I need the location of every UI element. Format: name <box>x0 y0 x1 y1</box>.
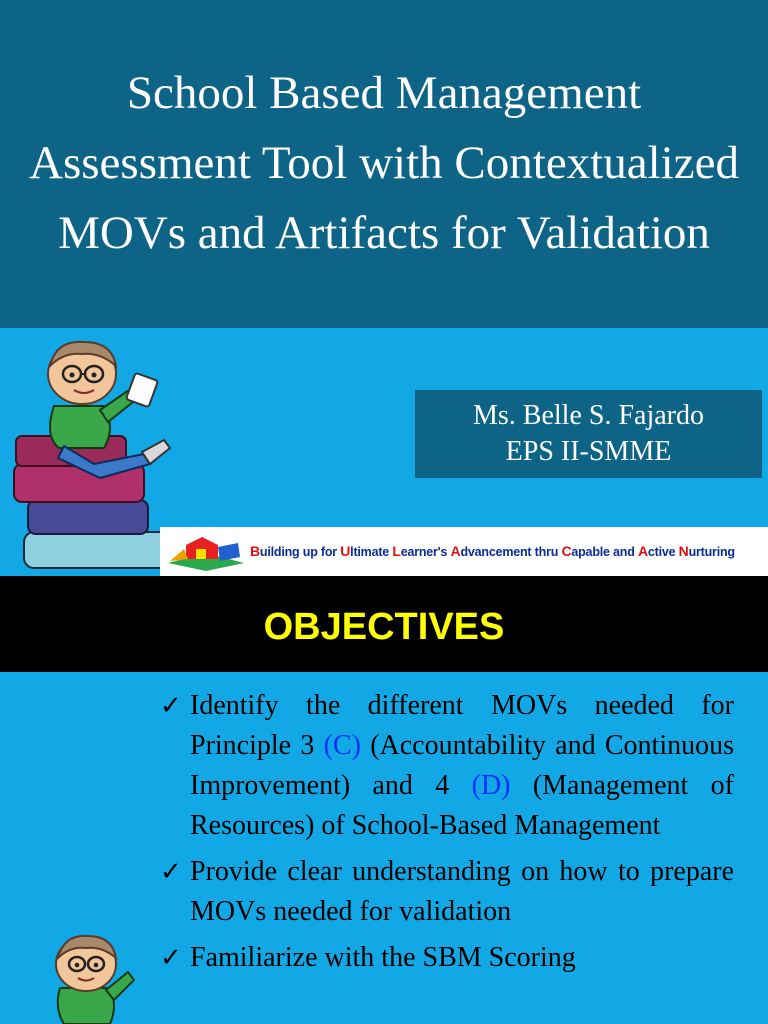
objectives-band <box>0 576 768 672</box>
tagline-text <box>250 543 760 559</box>
objective-2-text: Provide clear understanding on how to prepare MOVs needed for validation <box>190 856 734 927</box>
tagline-word-1: uilding up for <box>259 545 341 559</box>
slide-title: School Based Management Assessment Tool with Contextualized MOVs and Artifacts for Validation <box>29 67 739 259</box>
book-house-logo <box>166 533 246 571</box>
author-box <box>415 390 762 478</box>
objective-1-principle-c: (C) <box>323 730 361 761</box>
author-name: Ms. Belle S. Fajardo <box>473 400 704 431</box>
tagline-word-2: ltimate <box>350 545 393 559</box>
kid-on-books-icon <box>4 336 174 572</box>
objective-1-part-1: Identify the different MOVs needed for Principle 3 <box>190 690 734 761</box>
title-band <box>0 0 768 328</box>
objective-1-principle-d: (D) <box>471 770 511 801</box>
objective-1-part-2: (Accountability and Continuous Improvement) and 4 <box>190 730 734 801</box>
tagline-word-3: earner's <box>400 545 451 559</box>
checkmark-icon: ✓ <box>160 857 182 887</box>
author-position: EPS II-SMME <box>505 436 672 467</box>
tagline-initial-2: U <box>340 543 351 559</box>
tagline-initial-1: B <box>250 543 260 559</box>
tagline-initial-5: C <box>561 543 572 559</box>
tagline-word-6: ctive <box>647 545 679 559</box>
tagline-word-5: apable and <box>571 545 638 559</box>
kid-on-books-icon <box>30 928 140 1024</box>
objective-item-3 <box>160 938 734 978</box>
checkmark-icon: ✓ <box>160 691 182 721</box>
tagline-word-7: urturing <box>688 545 735 559</box>
tagline-initial-4: A <box>450 543 461 559</box>
objective-3-text: Familiarize with the SBM Scoring <box>190 942 576 973</box>
objectives-list <box>160 686 734 984</box>
objective-item-2 <box>160 852 734 932</box>
tagline-initial-7: N <box>678 543 689 559</box>
tagline-initial-3: L <box>392 543 401 559</box>
checkmark-icon: ✓ <box>160 943 182 973</box>
tagline-banner <box>160 527 768 576</box>
objectives-title: OBJECTIVES <box>263 606 505 648</box>
objectives-slide <box>0 576 768 1024</box>
tagline-initial-6: A <box>637 543 648 559</box>
objective-1-part-3: (Management of Resources) of School-Based Management <box>190 770 734 841</box>
tagline-word-4: dvancement thru <box>460 545 562 559</box>
objective-item-1 <box>160 686 734 846</box>
